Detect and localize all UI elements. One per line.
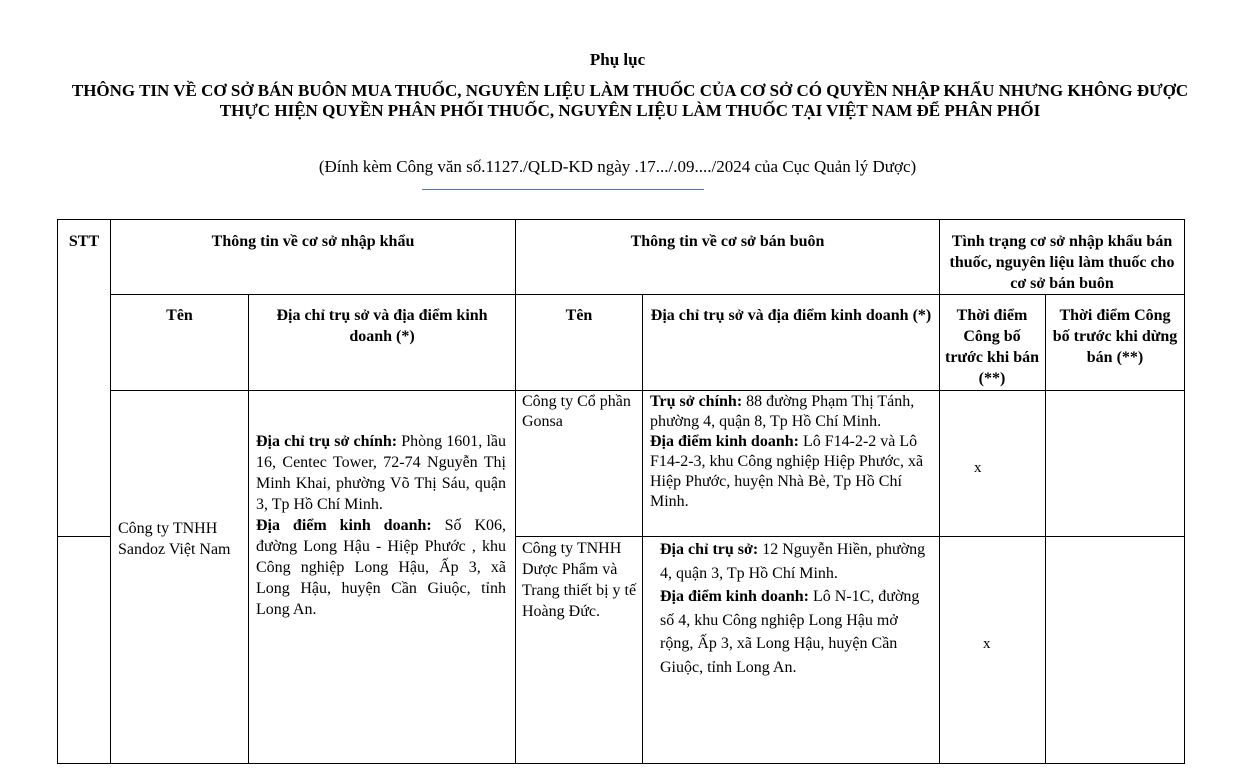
table-line-header-bottom — [110, 390, 1185, 391]
table-border-bottom — [57, 763, 1185, 764]
wholesaler-biz-value: Lô N-1C, đường số 4, khu Công nghiệp Long Hậu mở rộng, Ấp 3, xã Long Hậu, huyện Cần Giuộc, tỉnh Long An. — [660, 588, 920, 676]
header-importer-info: Thông tin về cơ sở nhập khẩu — [211, 233, 415, 250]
wholesaler-hq — [650, 392, 932, 432]
table-line-row-split — [515, 536, 1185, 537]
table-col-line — [939, 219, 940, 764]
table-border-top — [57, 219, 1185, 220]
header-stt: STT — [68, 233, 100, 250]
wholesaler-hq-value: 12 Nguyễn Hiền, phường 4, quận 3, Tp Hồ Chí Minh. — [660, 541, 926, 582]
importer-hq — [256, 431, 506, 515]
importer-name: Công ty TNHH Sandoz Việt Nam — [118, 520, 231, 558]
importer-hq-value: Phòng 1601, lầu 16, Centec Tower, 72-74 Nguyễn Thị Minh Khai, phường Võ Thị Sáu, quận 3, Tp Hồ Chí Minh. — [256, 433, 506, 513]
header-status: Tình trạng cơ sở nhập khẩu bán thuốc, nguyên liệu làm thuốc cho cơ sở bán buôn — [949, 233, 1175, 292]
wholesaler-hq-label: Địa chỉ trụ sở: — [660, 541, 759, 558]
header-time-before-sale: Thời điểm Công bố trước khi bán (**) — [944, 307, 1040, 387]
table-col-line — [642, 294, 643, 764]
importer-biz — [256, 515, 506, 620]
wholesaler-address — [650, 392, 932, 512]
table-line-stt-split — [57, 536, 110, 537]
attachment-note: (Đính kèm Công văn số.1127./QLD-KD ngày .17.../.09..../2024 của Cục Quản lý Dược) — [318, 157, 917, 176]
header-importer-name: Tên — [166, 307, 193, 324]
table-col-line — [515, 219, 516, 764]
wholesaler-name: Công ty TNHH Dược Phẩm và Trang thiết bị y tế Hoàng Đức. — [522, 540, 637, 620]
wholesaler-name: Công ty Cổ phần Gonsa — [522, 393, 631, 430]
wholesaler-biz-value: Lô F14-2-2 và Lô F14-2-3, khu Công nghiệp Hiệp Phước, xã Hiệp Phước, huyện Nhà Bè, Tp Hồ Chí Minh. — [650, 433, 924, 510]
wholesaler-address — [660, 538, 932, 679]
wholesaler-biz-label: Địa điểm kinh doanh: — [660, 588, 809, 605]
table-border-left — [57, 219, 58, 764]
table-col-line — [110, 219, 111, 764]
header-importer-address: Địa chỉ trụ sở và địa điểm kinh doanh (*) — [276, 307, 488, 345]
sale-mark: x — [983, 636, 991, 652]
header-time-before-stop: Thời điểm Công bố trước khi dừng bán (**) — [1052, 307, 1178, 366]
table-col-line — [1045, 294, 1046, 764]
document-title: THÔNG TIN VỀ CƠ SỞ BÁN BUÔN MUA THUỐC, NGUYÊN LIỆU LÀM THUỐC CỦA CƠ SỞ CÓ QUYỀN NHẬP KHẨU NHƯNG KHÔNG ĐƯỢC THỰC HIỆN QUYỀN PHÂN PHỐI THUỐC, NGUYÊN LIỆU LÀM THUỐC TẠI VIỆT NAM ĐỂ PHÂN PHỐI — [71, 81, 1189, 120]
wholesaler-hq — [660, 538, 932, 585]
header-wholesaler-info: Thông tin về cơ sở bán buôn — [630, 233, 825, 250]
importer-address — [256, 431, 506, 620]
wholesaler-hq-value: 88 đường Phạm Thị Tánh, phường 4, quận 8, Tp Hồ Chí Minh. — [650, 393, 915, 430]
table-line-subheader — [110, 294, 1185, 295]
sale-mark: x — [974, 460, 982, 476]
title-underline — [422, 189, 704, 190]
wholesaler-hq-label: Trụ sở chính: — [650, 393, 743, 410]
wholesaler-biz-label: Địa điểm kinh doanh: — [650, 433, 799, 450]
wholesaler-biz — [660, 585, 932, 679]
header-wholesaler-name: Tên — [565, 307, 593, 324]
importer-biz-value: Số K06, đường Long Hậu - Hiệp Phước , khu Công nghiệp Long Hậu, Ấp 3, xã Long Hậu, huyện Cần Giuộc, tỉnh Long An. — [256, 517, 506, 618]
appendix-label: Phụ lục — [589, 50, 646, 69]
table-border-right — [1184, 219, 1185, 764]
table-col-line — [248, 294, 249, 764]
importer-biz-label: Địa điểm kinh doanh: — [256, 517, 432, 534]
importer-hq-label: Địa chỉ trụ sở chính: — [256, 433, 398, 450]
header-wholesaler-address: Địa chỉ trụ sở và địa điểm kinh doanh (*) — [650, 307, 932, 324]
wholesaler-biz — [650, 432, 932, 512]
